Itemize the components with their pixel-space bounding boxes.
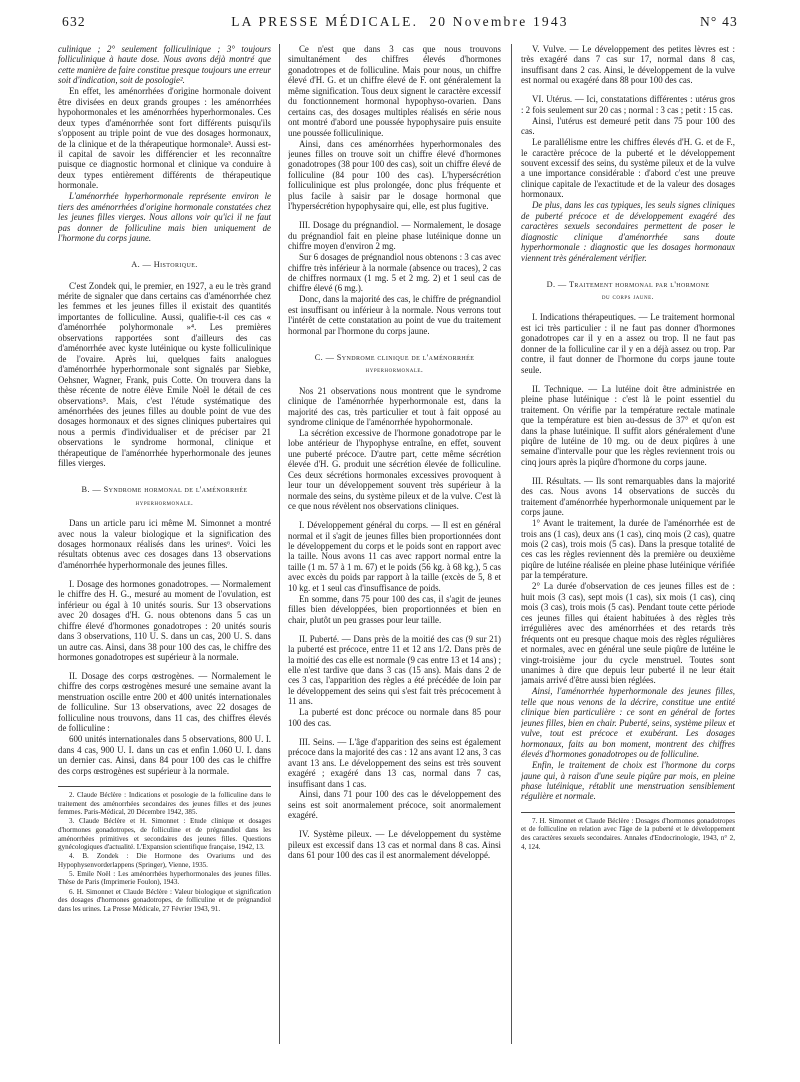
paragraph: Ainsi, l'aménorrhée hyperhormonale des jeunes filles, telle que nous venons de la décrire, constitue une entité clinique bien particulière : ce sont en général de fortes jeunes filles, bien en chair. Puberté, seins, système pileux et vulve, tout est précoce et exubérant. Les dosages hormonaux, faits au bon moment, montrent des chiffres élevés d'hormones gonadotropes ou de folliculine. xyxy=(521,686,735,760)
paragraph: La puberté est donc précoce ou normale dans 85 pour 100 des cas. xyxy=(288,707,501,728)
paragraph: V. Vulve. — Le développement des petites lèvres est : très exagéré dans 7 cas sur 17, normal dans 8 cas, insuffisant dans 2 cas. Ainsi, le développement de la vulve est normal ou exagéré dans 88 pour 100 des cas. xyxy=(521,44,735,86)
paragraph: III. Seins. — L'âge d'apparition des seins est également précoce dans la majorité des cas : 12 ans avant 12 ans, 3 cas avant 13 ans. Le développement des seins est très souvent exagéré ; exagéré dans 13 cas, normal dans 7 cas, insuffisant dans 1 cas. xyxy=(288,736,501,789)
paragraph: III. Résultats. — Ils sont remarquables dans la majorité des cas. Nous avons 14 observations de succès du traitement d'aménorrhée hyperhormonale uniquement par le corps jaune. xyxy=(521,475,735,518)
paragraph: Ainsi, dans 71 pour 100 des cas le développement des seins est soit anormalement précoce, soit anormalement exagéré. xyxy=(288,789,501,821)
paragraph: culinique ; 2° seulement folliculinique ; 3° toujours folliculinique à haute dose. Nous avons déjà montré que cette manière de faire constitue presque toujours une erreur soit d'indication, soit de posologie². xyxy=(58,44,271,86)
paragraph: L'aménorrhée hyperhormonale représente environ le tiers des aménorrhées d'origine hormonale constatées chez les jeunes filles vierges. Nous allons voir qu'ici il ne faut pas donner de folliculine mais bien uniquement de l'hormone du corps jaune. xyxy=(58,191,271,244)
paragraph: I. Développement général du corps. — Il est en général normal et il s'agit de jeunes filles bien proportionnées dont le développement du corps et le poids sont en rapport avec la taille. Nous avons 11 cas avec rapport normal entre la taille (1 m. 57 à 1 m. 67) et le poids (56 kg. à 68 kg.), 5 cas avec excès du poids par rapport à la taille (excès de 5, 8 et 10 kg. et 1 seul cas d'insuffisance de poids. xyxy=(288,520,501,593)
paragraph: En effet, les aménorrhées d'origine hormonale doivent être divisées en deux grands groupes : les aménorrhées hypohormonales et les aménorrhées hyperhormonales. Ces deux types d'aménorrhée sont fort différents puisqu'ils s'opposent au triple point de vue des dosages hormonaux, de la clinique et de la thérapeutique hormonale³. Aussi est-il capital de savoir les différencier et les reconnaître puisque ce diagnostic hormonal et clinique va conduire à deux types entièrement différents de thérapeutique hormonale. xyxy=(58,86,271,191)
paragraph: En somme, dans 75 pour 100 des cas, il s'agit de jeunes filles bien développées, bien proportionnées et bien en chair, plutôt un peu grasses pour leur taille. xyxy=(288,593,501,625)
issue-date: 20 Novembre 1943 xyxy=(429,14,569,29)
paragraph: Ce n'est que dans 3 cas que nous trouvons simultanément des chiffres élevés d'hormones gonadotropes et de folliculine. Mais pour nous, un chiffre élevé d'H. G. et un chiffre élevé de F. ont généralement la même signification. Tous deux signent le caractère excessif du fonctionnement hormonal hypophyso-ovarien. Dans certains cas, des dosages multiples réalisés en série nous ont montré d'abord une poussée hypophysaire puis ensuite une poussée folliculinique. xyxy=(288,44,501,138)
paragraph: Dans un article paru ici même M. Simonnet a montré avec nous la valeur biologique et la signification des dosages hormonaux réalisés dans les urines⁶. Voici les résultats obtenus avec ces dosages dans 13 observations d'aménorrhée hyperhormonale des jeunes filles. xyxy=(58,518,271,570)
column-divider xyxy=(279,44,280,1044)
paragraph: 1° Avant le traitement, la durée de l'aménorrhée est de trois ans (1 cas), deux ans (1 cas), cinq mois (2 cas), quatre mois (2 cas), trois mois (5 cas). Dans la presque totalité de ces cas les règles reviennent dès la première ou deuxième piqûre de lutéine réalisée en pleine phase lutéinique vérifiée par la température. xyxy=(521,518,735,581)
paragraph: I. Dosage des hormones gonadotropes. — Normalement le chiffre des H. G., mesuré au moment de l'ovulation, est inférieur ou égal à 10 unités souris. Sur 13 observations avec 20 dosages d'H. G. nous obtenons dans 5 cas un chiffre élevé d'hormones gonadotropes : 20 unités souris dans 3 observations, 110 U. S. dans un cas, 200 U. S. dans un autre cas. Ainsi, dans 38 pour 100 des cas, le chiffre des hormones gonadotropes est supérieur à la normale. xyxy=(58,578,271,663)
paragraph: II. Technique. — La lutéine doit être administrée en pleine phase lutéinique : c'est là le point essentiel du traitement. On vérifie par la température rectale matinale que la température est bien au-dessus de 37° et qu'on est dans la phase lutéinique. Il suffit alors généralement d'une piqûre de lutéine de 10 mg. ou de deux piqûres à une semaine d'intervalle pour que les règles reviennent trois ou cinq jours après la piqûre d'hormone du corps jaune. xyxy=(521,383,735,467)
journal-title xyxy=(62,14,738,30)
footnote: 4. B. Zondek : Die Hormone des Ovariums und des Hypophysenvorderlappens (Springer), Vienne, 1935. xyxy=(58,852,271,869)
paragraph: II. Dosage des corps œstrogènes. — Normalement le chiffre des corps œstrogènes mesuré une semaine avant la menstruation oscille entre 200 et 400 unités internationales de folliculine. Sur 13 observations, avec 22 dosages de folliculine nous trouvons, dans 11 cas, des chiffres élevés de folliculine : xyxy=(58,671,271,734)
section-heading: C. — Syndrome clinique de l'aménorrhée xyxy=(314,352,475,362)
section-heading: D. — Traitement hormonal par l'hormone xyxy=(546,279,710,289)
footnote: 6. H. Simonnet et Claude Béclère : Valeur biologique et signification des dosages d'hormones gonadotropes, de folliculine et de prégnandiol dans les urines. La Presse Médicale, 27 Février 1943, 91. xyxy=(58,887,271,913)
paragraph: 600 unités internationales dans 5 observations, 800 U. I. dans 4 cas, 900 U. I. dans un cas et enfin 1.060 U. I. dans un dernier cas. Ainsi, dans 84 pour 100 des cas le chiffre des corps œstrogènes est supérieur à la normale. xyxy=(58,734,271,776)
footnote: 7. H. Simonnet et Claude Béclère : Dosages d'hormones gonadotropes et de folliculine en relation avec l'âge de la puberté et le développement des caractères sexuels secondaires. Annales d'Endocrinologie, 1943, n° 2, 4, 124. xyxy=(521,816,735,851)
paragraph: Le parallélisme entre les chiffres élevés d'H. G. et de F., le caractère précoce de la puberté et le développement souvent excessif des seins, du système pileux et de la vulve a une importance considérable : d'abord c'est une preuve clinique capitale de l'exactitude et de la valeur des dosages hormonaux. xyxy=(521,137,735,200)
paragraph: Ainsi, l'utérus est demeuré petit dans 75 pour 100 des cas. xyxy=(521,115,735,137)
column-middle xyxy=(288,44,501,1074)
paragraph: La sécrétion excessive de l'hormone gonadotrope par le lobe antérieur de l'hypophyse entraîne, en effet, souvent une puberté précoce. D'autre part, cette même sécrétion élevée d'H. G. produit une sécrétion élevée de folliculine. Ces deux sécrétions hormonales excessives provoquent à leur tour un développement souvent très supérieur à la normale des seins, du système pileux et de la vulve. C'est là ce que nous révèlent nos observations cliniques. xyxy=(288,427,501,512)
footnote: 3. Claude Béclère et H. Simonnet : Etude clinique et dosages d'hormones gonadotropes, de folliculine et de prégnandiol dans les aménorrhées primitives et secondaires des jeunes filles. Questions gynécologiques d'actualité. L'Expansion scientifique française, 1942, 13. xyxy=(58,817,271,852)
paragraph: I. Indications thérapeutiques. — Le traitement hormonal est ici très particulier : il ne faut pas donner d'hormones gonadotropes car il y en a assez ou trop. Il ne faut pas donner de la folliculine car il y en a déjà assez ou trop. Par contre, il faut donner de l'hormone du corps jaune toute seule. xyxy=(521,312,735,375)
journal-name: LA PRESSE MÉDICALE. xyxy=(231,14,419,29)
paragraph: De plus, dans les cas typiques, les seuls signes cliniques de puberté précoce et de développement exagéré des caractères sexuels secondaires permettent de poser le diagnostic clinique d'aménorrhée sans doute hyperhormonale : diagnostic que les dosages hormonaux viennent très généralement vérifier. xyxy=(521,200,735,263)
paragraph: Sur 6 dosages de prégnandiol nous obtenons : 3 cas avec chiffre très inférieur à la normale (absence ou traces), 2 cas de chiffres normaux (1 mg. 5 et 2 mg. 2) et 1 seul cas de chiffre élevé (6 mg.). xyxy=(288,252,501,294)
paragraph: Ainsi, dans ces aménorrhées hyperhormonales des jeunes filles on trouve soit un chiffre élevé d'hormones gonadotropes (38 pour 100 des cas), soit un chiffre élevé de folliculine (84 pour 100 des cas). L'hypersécrétion folliculinique est plus prolongée, donc plus fréquente et plus facile à saisir par le dosage hormonal que l'hypersécrétion hypophysaire qui, elle, est plus fugitive. xyxy=(288,138,501,212)
section-subheading: hyperhormonale. xyxy=(135,497,194,507)
section-subheading: hyperhormonale. xyxy=(365,365,424,375)
paragraph: 2° La durée d'observation de ces jeunes filles est de : huit mois (3 cas), sept mois (1 cas), six mois (1 cas), cinq mois (3 cas), trois mois (5 cas). Pendant toute cette période ces jeunes filles qui étaient habituées à des règles très irrégulières avec des aménorrhées et des retards très fréquents ont eu presque chaque mois des règles régulières et normales, avec en général une seule piqûre de lutéine le vingt-troisième jour du cycle menstruel. Toutes sont unanimes à dire que depuis leur puberté il ne leur était jamais arrivé d'être aussi bien réglées. xyxy=(521,581,735,686)
footnote-rule xyxy=(58,786,271,787)
page-number: 632 xyxy=(62,14,86,29)
section-heading: A. — Historique. xyxy=(131,260,198,270)
paragraph: VI. Utérus. — Ici, constatations différentes : utérus gros : 2 fois seulement sur 20 cas ; normal : 3 cas ; petit : 15 cas. xyxy=(521,94,735,115)
footnote: 5. Emile Noël : Les aménorrhées hyperhormonales des jeunes filles. Thèse de Paris (Imprimerie Foulon), 1943. xyxy=(58,869,271,887)
column-divider xyxy=(511,44,512,1044)
paragraph: Nos 21 observations nous montrent que le syndrome clinique de l'aménorrhée hyperhormonale est, dans la majorité des cas, très particulier et tout à fait opposé au syndrome clinique de l'aménorrhée hypohormonale. xyxy=(288,385,501,427)
issue-number: N° 43 xyxy=(699,14,738,29)
paragraph: Donc, dans la majorité des cas, le chiffre de prégnandiol est insuffisant ou inférieur à la normale. Nous verrons tout l'intérêt de cette constatation au point de vue du traitement hormonal par l'hormone du corps jaune. xyxy=(288,294,501,336)
section-subheading: du corps jaune. xyxy=(601,292,655,302)
paragraph: C'est Zondek qui, le premier, en 1927, a eu le très grand mérite de signaler que dans certains cas d'aménorrhée chez les femmes et les jeunes filles il existait des quantités importantes de folliculine. Aussi, qualifie-t-il ces cas « d'aménorrhée polyhormonale »⁴. Les premières observations rapportées sont d'ailleurs des cas d'aménorrhée avec kyste lutéinique ou kyste folliculinique de l'ovaire. Après lui, quelques faits analogues d'aménorrhée hyperhormonale sont signalés par Siebke, Oehsner, Wagner, Frank, puis Cotte. On trouvera dans la thèse récente de notre élève Emile Noël le détail de ces observations⁵. Mais, c'est l'étude systématique des aménorrhées des jeunes filles au double point de vue des dosages hormonaux et des signes cliniques pubertaires qui nous a permis d'individualiser et de préciser par 21 observations le syndrome hormonal, clinique et thérapeutique de l'aménorrhée hyperhormonale des jeunes filles vierges. xyxy=(58,280,271,469)
column-right xyxy=(521,44,735,1074)
footnote-rule xyxy=(521,812,735,813)
section-heading: B. — Syndrome hormonal de l'aménorrhée xyxy=(81,485,248,495)
page-header xyxy=(62,14,738,34)
paragraph: Enfin, le traitement de choix est l'hormone du corps jaune qui, à raison d'une seule piqûre par mois, en pleine phase lutéinique, rétablit une menstruation sensiblement régulière et normale. xyxy=(521,760,735,802)
footnote: 2. Claude Béclère : Indications et posologie de la folliculine dans le traitement des aménorrhées secondaires des jeunes filles et des jeunes femmes. Paris-Médical, 20 Décembre 1942, 385. xyxy=(58,791,271,817)
column-left xyxy=(58,44,271,1074)
paragraph: III. Dosage du prégnandiol. — Normalement, le dosage du prégnandiol fait en pleine phase lutéinique donne un chiffre moyen d'environ 2 mg. xyxy=(288,220,501,252)
paragraph: IV. Système pileux. — Le développement du système pileux est excessif dans 13 cas et normal dans 8 cas. Ainsi dans 61 pour 100 des cas il est anormalement développé. xyxy=(288,829,501,861)
paragraph: II. Puberté. — Dans près de la moitié des cas (9 sur 21) la puberté est précoce, entre 11 et 12 ans 1/2. Dans près de la moitié des cas elle est normale (9 cas entre 13 et 14 ans) ; elle n'est tardive que dans 3 cas (15 ans). Mais dans 2 de ces 3 cas, l'apparition des règles a été précédée de loin par le développement des seins qui s'est fait très précocement à 11 ans. xyxy=(288,633,501,707)
